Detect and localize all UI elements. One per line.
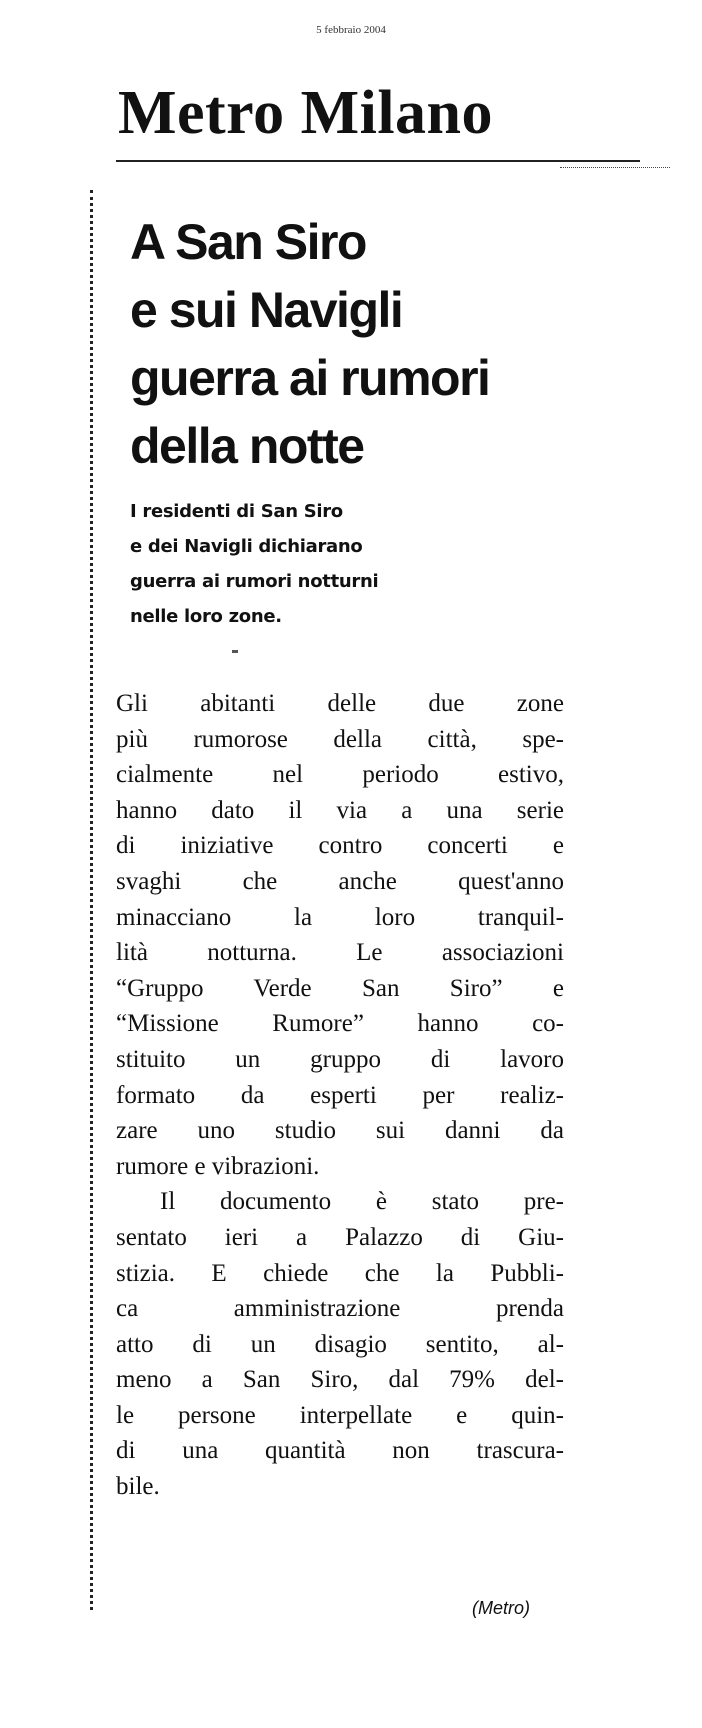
body-line: Il documento è stato pre- [160, 1188, 564, 1216]
headline-line: guerra ai rumori [130, 350, 490, 406]
body-line: cialmente nel periodo estivo, [116, 761, 564, 789]
body-line: svaghi che anche quest'anno [116, 867, 564, 895]
body-line: lità notturna. Le associazioni [116, 939, 564, 967]
headline-line: A San Siro [130, 214, 366, 270]
subheadline-line: I residenti di San Siro [130, 501, 343, 522]
body-line: hanno dato il via a una serie [116, 796, 564, 824]
body-line: “Missione Rumore” hanno co- [116, 1010, 564, 1038]
masthead: Metro Milano [118, 79, 494, 147]
body-line: minacciano la loro tranquil- [116, 903, 564, 931]
body-line: ca amministrazione prenda [116, 1295, 564, 1323]
subheadline-line: e dei Navigli dichiarano [130, 536, 363, 557]
body-line: di una quantità non trascura- [116, 1437, 564, 1465]
body-line: le persone interpellate e quin- [116, 1401, 564, 1429]
body-line: di iniziative contro concerti e [116, 832, 564, 860]
masthead-rule-dotted [560, 167, 670, 168]
body-line: rumore e vibrazioni. [116, 1152, 320, 1180]
headline-line: della notte [130, 418, 364, 474]
masthead-rule [116, 160, 640, 162]
body-line: stituito un gruppo di lavoro [116, 1045, 564, 1073]
subheadline [130, 494, 550, 634]
body-line: zare uno studio sui danni da [116, 1117, 564, 1145]
body-line: “Gruppo Verde San Siro” e [116, 974, 564, 1002]
body-line: Gli abitanti delle due zone [116, 690, 564, 717]
body-line: più rumorose della città, spe- [116, 725, 564, 753]
body-line: meno a San Siro, dal 79% del- [116, 1366, 564, 1394]
subheadline-line: nelle loro zone. [130, 606, 282, 627]
date-line: 5 febbraio 2004 [316, 24, 386, 36]
headline [130, 208, 610, 480]
paragraph-2 [116, 1184, 564, 1504]
print-speck [232, 650, 238, 653]
body-line: sentato ieri a Palazzo di Giu- [116, 1223, 564, 1251]
body-line: formato da esperti per realiz- [116, 1081, 564, 1109]
body-line: atto di un disagio sentito, al- [116, 1330, 564, 1358]
article-body [116, 686, 564, 1505]
headline-line: e sui Navigli [130, 282, 403, 338]
body-line: bile. [116, 1473, 160, 1501]
clipping-edge-dotted-line [90, 190, 93, 1610]
subheadline-line: guerra ai rumori notturni [130, 571, 379, 592]
paragraph-1 [116, 686, 564, 1184]
body-line: stizia. E chiede che la Pubbli- [116, 1259, 564, 1287]
author-credit: (Metro) [472, 1598, 530, 1618]
